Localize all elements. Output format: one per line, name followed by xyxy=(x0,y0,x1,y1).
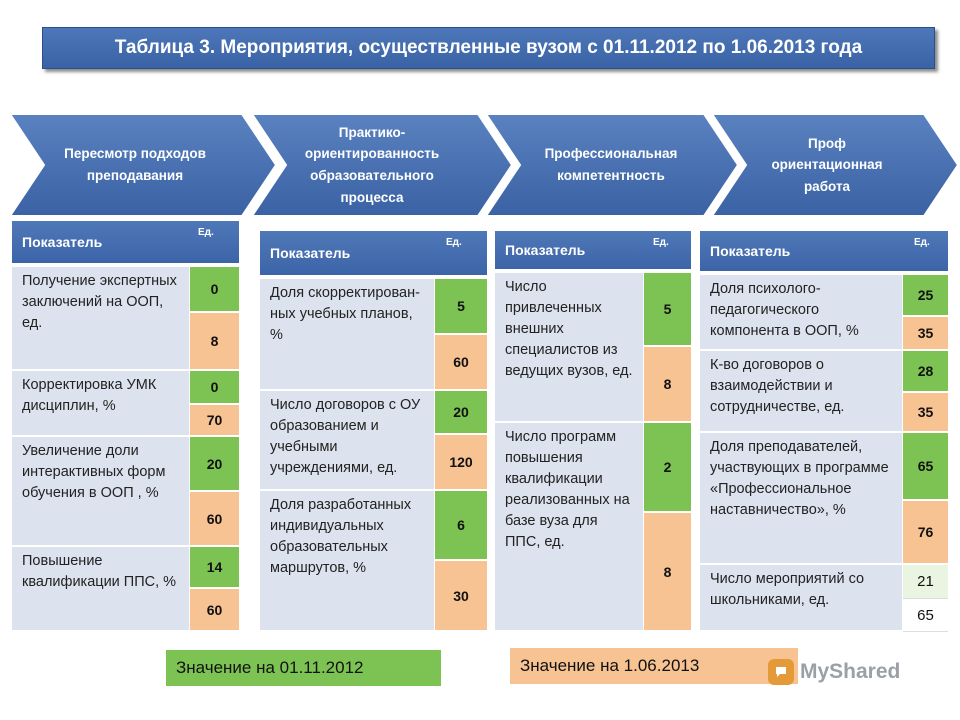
value-2012: 65 xyxy=(903,433,948,501)
arrow-label-1: Пересмотр подходов преподавания xyxy=(64,146,206,183)
indicator-header: Показатель xyxy=(710,243,791,259)
value-2013: 70 xyxy=(190,405,239,437)
table-row-label: Повышение квалификации ППС, % xyxy=(12,547,189,632)
value-2013: 60 xyxy=(190,589,239,632)
value-2013: 76 xyxy=(903,501,948,565)
myshared-logo-icon xyxy=(768,659,794,685)
value-2013: 35 xyxy=(903,317,948,351)
unit-header: Ед. xyxy=(914,237,930,248)
value-2012: 5 xyxy=(644,273,691,347)
table-row-label: К-во договоров о взаимодействии и сотрудничестве, ед. xyxy=(700,351,902,433)
value-2012: 5 xyxy=(435,279,487,335)
unit-header: Ед. xyxy=(198,227,214,238)
value-2012: 6 xyxy=(435,491,487,561)
table-column-3 xyxy=(495,231,691,632)
value-2012: 20 xyxy=(190,437,239,492)
table-header xyxy=(260,231,487,275)
table-column-4 xyxy=(700,231,948,632)
table-header xyxy=(495,231,691,269)
value-2012: 25 xyxy=(903,275,948,317)
legend-2013: Значение на 1.06.2013 xyxy=(510,648,798,684)
table-row-label: Число программ повышения квалификации реализованных на базе вуза для ППС, ед. xyxy=(495,423,643,632)
indicator-header: Показатель xyxy=(505,242,586,258)
value-2012: 28 xyxy=(903,351,948,393)
value-2013: 60 xyxy=(435,335,487,391)
value-2013: 65 xyxy=(903,599,948,632)
value-2013: 8 xyxy=(190,313,239,371)
table-header xyxy=(700,231,948,271)
value-2013: 60 xyxy=(190,492,239,547)
table-column-2 xyxy=(260,231,487,632)
table-column-1 xyxy=(12,221,239,632)
value-2013: 8 xyxy=(644,513,691,632)
table-row-label: Доля психолого-педагогического компонента в ООП, % xyxy=(700,275,902,351)
value-2012: 2 xyxy=(644,423,691,513)
table-row-label: Доля скорректирован-ных учебных планов, % xyxy=(260,279,434,391)
table-row-label: Доля разработанных индивидуальных образовательных маршрутов, % xyxy=(260,491,434,632)
arrow-label-2: Практико-ориентированность образовательного процесса xyxy=(304,124,440,205)
value-2013: 30 xyxy=(435,561,487,632)
value-2013: 35 xyxy=(903,393,948,433)
value-2012: 21 xyxy=(903,565,948,599)
table-row-label: Число мероприятий со школьниками, ед. xyxy=(700,565,902,632)
table-row-label: Число привлеченных внешних специалистов из ведущих вузов, ед. xyxy=(495,273,643,423)
value-2012: 0 xyxy=(190,267,239,313)
arrow-label-3: Профессиональная компетентность xyxy=(544,146,678,183)
unit-header: Ед. xyxy=(653,237,669,248)
value-2013: 8 xyxy=(644,347,691,423)
indicator-header: Показатель xyxy=(22,234,103,250)
table-row-label: Корректировка УМК дисциплин, % xyxy=(12,371,189,437)
table-row-label: Число договоров с ОУ образованием и учебными учреждениями, ед. xyxy=(260,391,434,491)
value-2012: 20 xyxy=(435,391,487,435)
value-2012: 0 xyxy=(190,371,239,405)
watermark xyxy=(768,659,900,685)
value-2013: 120 xyxy=(435,435,487,491)
table-header xyxy=(12,221,239,263)
table-row-label: Доля преподавателей, участвующих в программе «Профессиональное наставничество», % xyxy=(700,433,902,565)
legend-2012: Значение на 01.11.2012 xyxy=(166,650,441,686)
watermark-text: MyShared xyxy=(800,660,901,683)
page-title: Таблица 3. Мероприятия, осуществленные вузом с 01.11.2012 по 1.06.2013 года xyxy=(42,27,935,69)
indicator-header: Показатель xyxy=(270,245,351,261)
value-2012: 14 xyxy=(190,547,239,589)
table-row-label: Получение экспертных заключений на ООП, ед. xyxy=(12,267,189,371)
arrow-label-4: Проф ориентационная работа xyxy=(771,135,883,194)
unit-header: Ед. xyxy=(446,237,462,248)
table-row-label: Увеличение доли интерактивных форм обучения в ООП , % xyxy=(12,437,189,547)
